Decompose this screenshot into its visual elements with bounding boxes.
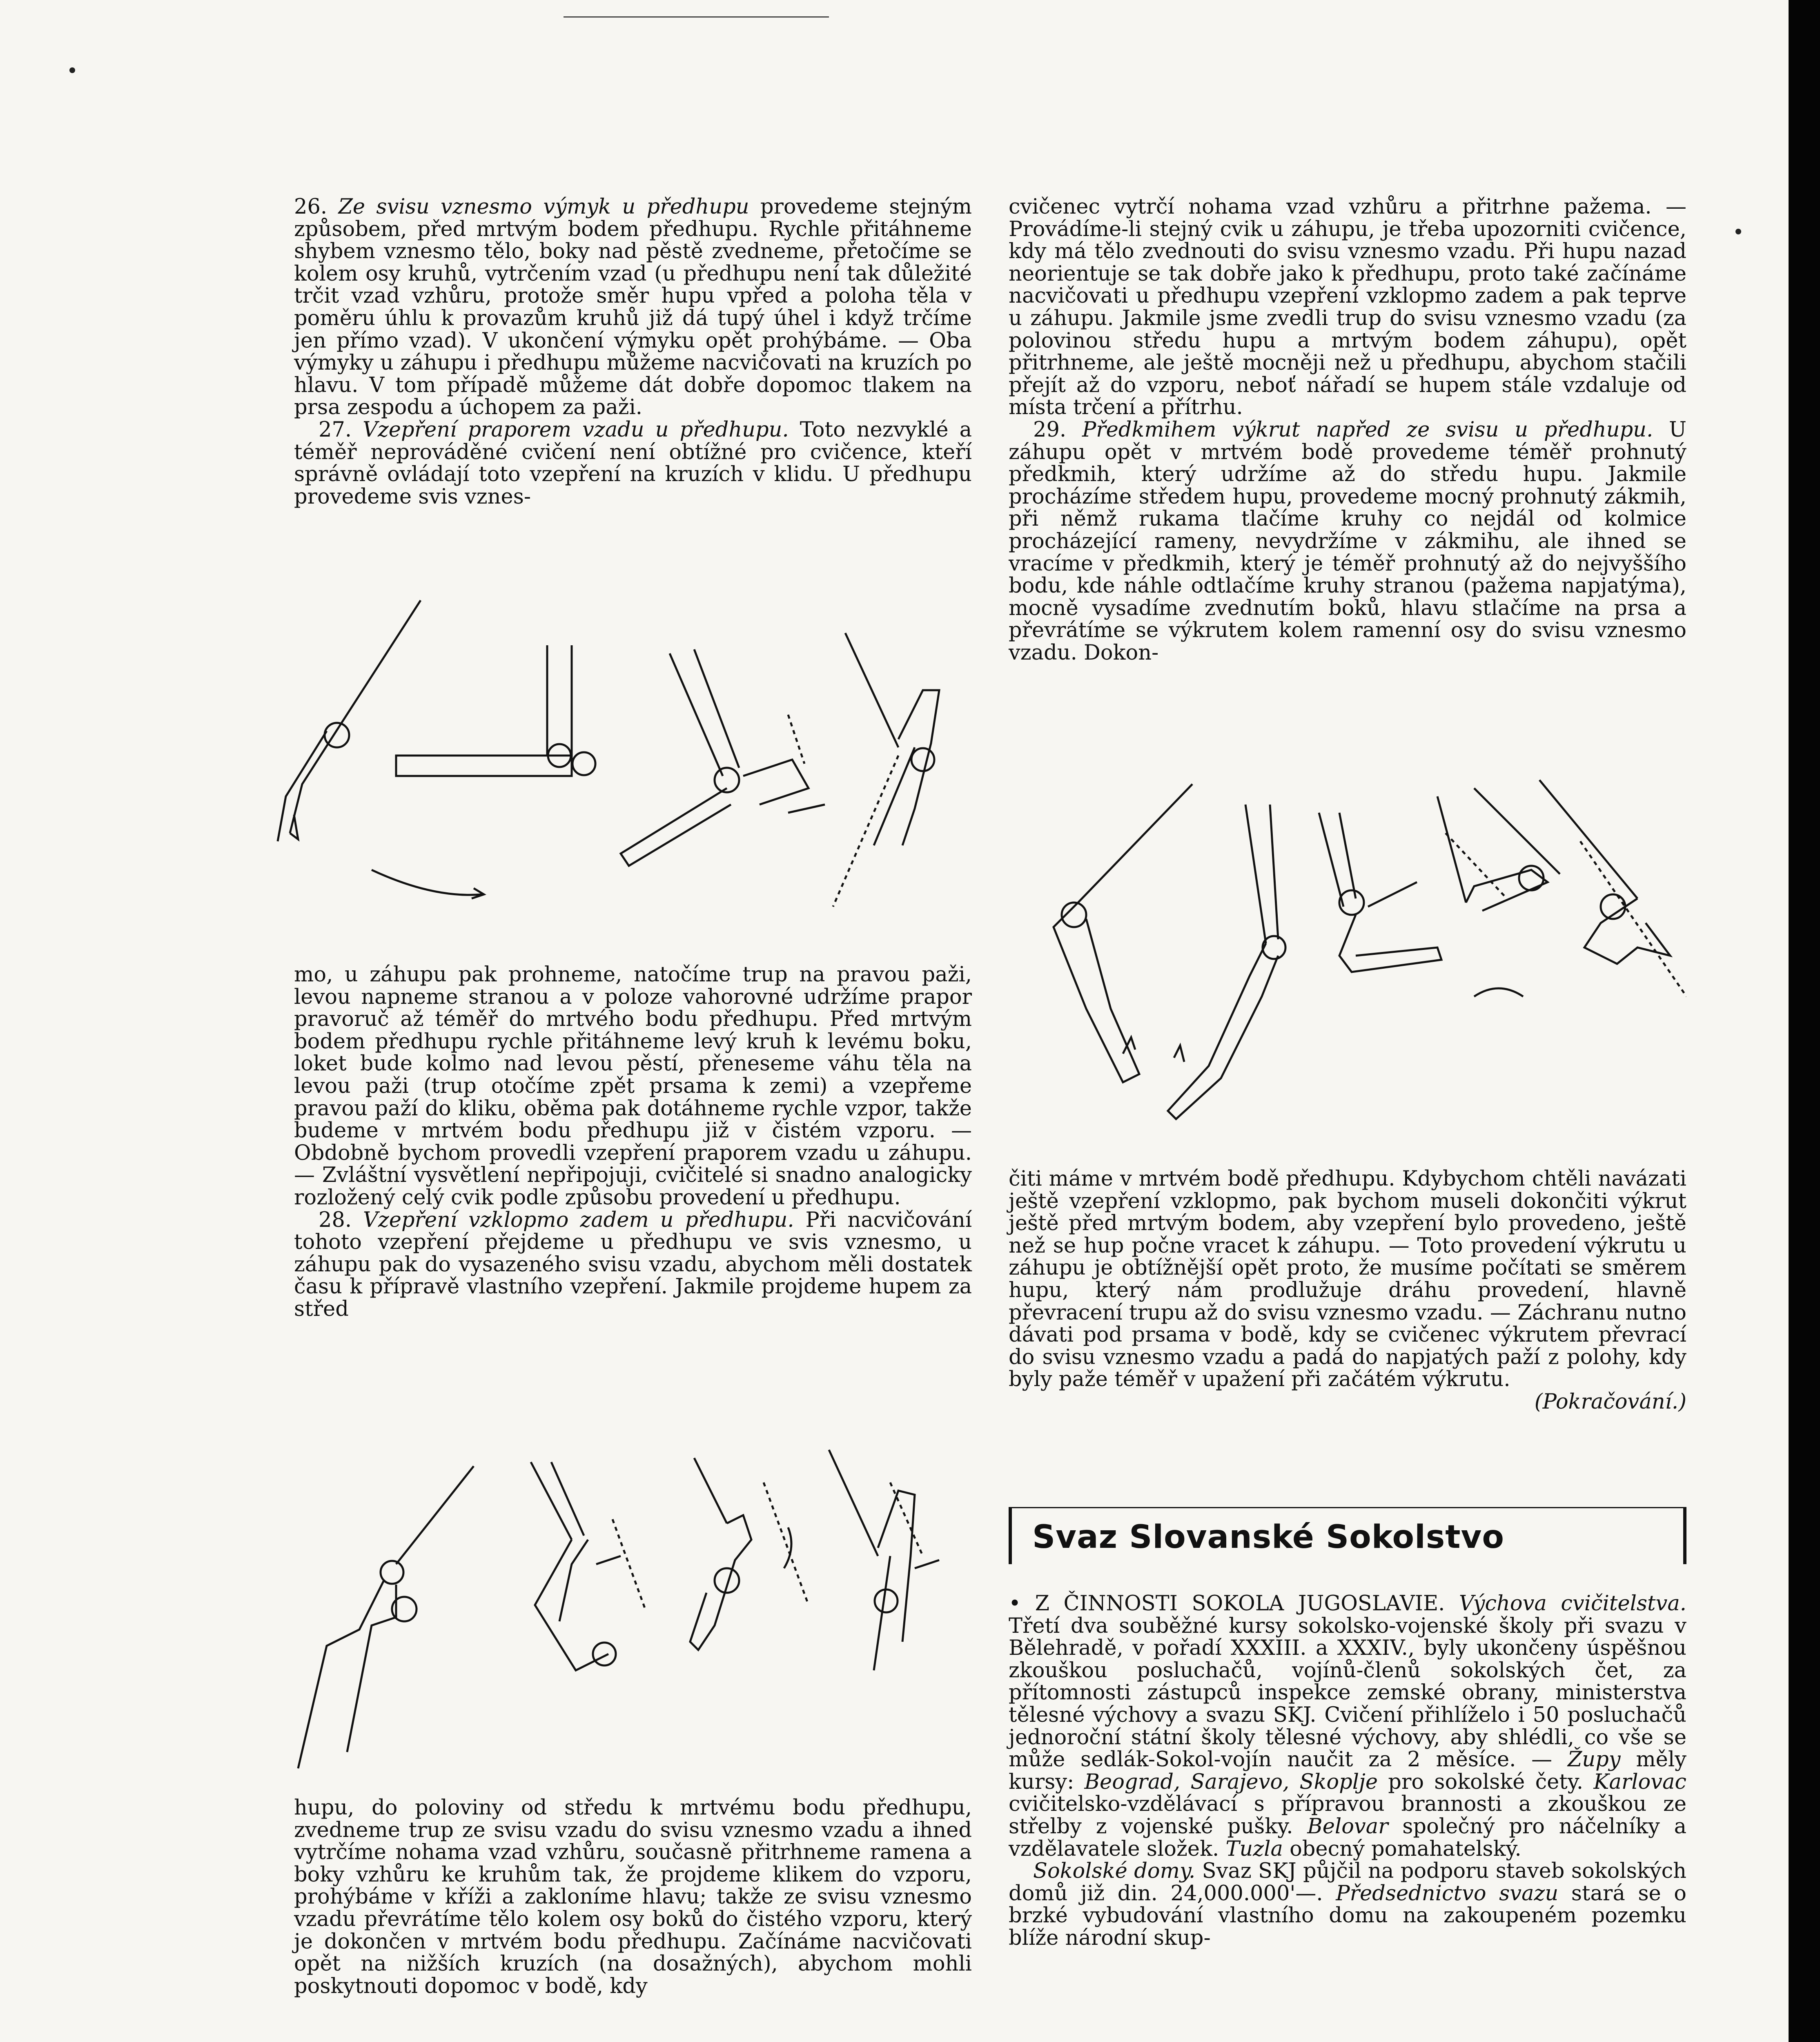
figure-vzklopmo-sequence xyxy=(286,1433,972,1781)
continued-note: (Pokračování.) xyxy=(1534,1389,1686,1414)
news-item-jugoslavie: • Z ČINNOSTI SOKOLA JUGOSLAVIE. Výchova cvičitelstva. Třetí dva souběžné kursy sokolsko-vojenské školy při svazu v Bělehradě, v pořadí XXXIII. a XXXIV., byly ukončeny úspěšnou zkouškou posluchačů, vojínů-členů sokolských čet, za přítomnosti zástupců inspekce zemské obrany, ministerstva tělesné výchovy a svazu SKJ. Cvičení přihlíželo i 50 posluchačů jednoroční státní školy tělesné výchovy, aby shlédli, co vše se může sedlák-Sokol-vojín naučit za 2 měsíce. — Župy měly kursy: Beograd, Sarajevo, Skoplje pro sokolské čety. Karlovac cvičitelsko-vzdělávací s přípravou brannosti a zkouškou ze střelby z vojenské pušky. Belovar společný pro náčelníky a vzdělavatele složek. Tuzla obecný pomahatelský. xyxy=(1009,1592,1686,1861)
section-title: Svaz Slovanské Sokolstvo xyxy=(1032,1519,1504,1556)
binding-mark xyxy=(564,0,829,18)
news-item-sokolske-domy: Sokolské domy. Svaz SKJ půjčil na podporu staveb sokolských domů již din. 24,000.000'—. Předsednictvo svazu stará se o brzké vybudování vlastního domu na zakoupeném pozemku blíže národní skup- xyxy=(1009,1859,1687,1950)
left-column-block-3 xyxy=(294,1797,972,1997)
right-column-block-2 xyxy=(1009,1168,1686,1413)
paragraph-28: 28. Vzepření vzklopmo zadem u předhupu. Při nacvičování tohoto vzepření přejdeme u předhupu ve svis vznesmo, u záhupu pak do vysazeného svisu vzadu, abychom měli dostatek času k přípravě vlastního vzepření. Jakmile projdeme hupem za střed xyxy=(294,1208,972,1321)
paragraph-27: 27. Vzepření praporem vzadu u předhupu. Toto nezvyklé a téměř neprováděné cvičení není obtížné pro cvičence, kteří správně ovládají toto vzepření na kruzích v klidu. U předhupu provedeme svis vznes- xyxy=(294,417,972,509)
figure-vykrut-sequence xyxy=(1017,768,1686,1160)
right-column-block-1 xyxy=(1009,196,1686,664)
news-column xyxy=(1009,1593,1686,1950)
figure-prapor-sequence xyxy=(261,584,964,923)
section-masthead xyxy=(1009,1507,1686,1564)
paragraph-29: 29. Předkmihem výkrut napřed ze svisu u předhupu. U záhupu opět v mrtvém bodě provedeme téměř prohnutý předkmih, který udržíme až do středu hupu. Jakmile procházíme středem hupu, provedeme mocný prohnutý zákmih, při němž rukama tlačíme kruhy co nejdál od kolmice procházející rameny, nevydržíme v zákmihu, ale ihned se vracíme v předkmih, který je téměř prohnutý až do nejvyššího bodu, kde náhle odtlačíme kruhy stranou (pažema napjatýma), mocně vysadíme zvednutím boků, hlavu stlačíme na prsa a převrátíme se výkrutem kolem ramenní osy do svisu vznesmo vzadu. Dokon- xyxy=(1009,417,1686,665)
left-column-block-2 xyxy=(294,964,972,1321)
paragraph-29-cont: čiti máme v mrtvém bodě předhupu. Kdybychom chtěli navázati ještě vzepření vzklopmo, pak bychom museli dokončiti výkrut ještě před mrtvým bodem, aby vzepření bylo provedeno, ještě než se hup počne vracet k záhupu. — Toto provedení výkrutu u záhupu je obtížnější opět proto, že musíme počítati se směrem hupu, který nám prodlužuje dráhu provedení, hlavně převracení trupu až do svisu vznesmo vzadu. — Záchranu nutno dávati pod prsama v bodě, kdy se cvičenec výkrutem převrací do svisu vznesmo vzadu a padá do napjatých paží z polohy, kdy byly paže téměř v upažení při začátém výkrutu. xyxy=(1009,1167,1686,1392)
speck xyxy=(69,67,75,73)
paragraph-28-end: cvičenec vytrčí nohama vzad vzhůru a přitrhne pažema. — Provádíme-li stejný cvik u záhupu, je třeba upozorniti cvičence, kdy má tělo zvednouti do svisu vznesmo vzadu. Při hupu nazad neorientuje se tak dobře jako k předhupu, proto také začínáme nacvičovati u předhupu vzepření vzklopmo zadem a pak teprve u záhupu. Jakmile jsme zvedli trup do svisu vznesmo vzadu (za polovinou středu hupu a mrtvým bodem záhupu), opět přitrhneme, ale ještě mocněji než u předhupu, abychom stačili přejít až do vzporu, neboť nářadí se hupem stále vzdaluje od místa trčení a přítrhu. xyxy=(1009,195,1686,420)
paragraph-28-cont: hupu, do poloviny od středu k mrtvému bodu předhupu, zvedneme trup ze svisu vzadu do svisu vznesmo vzadu a ihned vytrčíme nohama vzad vzhůru, současně přitrhneme ramena a boky vzhůru ke kruhům tak, že projdeme klikem do vzporu, prohýbáme v kříži a zakloníme hlavu; takže ze svisu vznesmo vzadu převrátíme tělo kolem osy boků do čistého vzporu, který je dokončen v mrtvém bodu předhupu. Začínáme nacvičovati opět na nižších kruzích (na dosažných), abychom mohli poskytnouti dopomoc v bodě, kdy xyxy=(294,1796,972,1998)
paragraph-27-cont: mo, u záhupu pak prohneme, natočíme trup na pravou paži, levou napneme stranou a v poloze vahorovné udržíme prapor pravoruč až téměř do mrtvého bodu předhupu. Před mrtvým bodem předhupu rychle přitáhneme levý kruh k levému boku, loket bude kolmo nad levou pěstí, přeneseme váhu těla na levou paži (trup otočíme zpět prsama k zemi) a vzepřeme pravou paží do kliku, oběma pak dotáhneme rychle vzpor, takže budeme v mrtvém bodu předhupu již v čistém vzporu. — Obdobně bychom provedli vzepření praporem vzadu u záhupu. — Zvláštní vysvětlení nepřipojuji, cvičitelé si snadno analogicky rozložený celý cvik podle způsobu provedení u předhupu. xyxy=(294,963,972,1210)
speck xyxy=(1735,229,1741,234)
paragraph-26: 26. Ze svisu vznesmo výmyk u předhupu provedeme stejným způsobem, před mrtvým bodem předhupu. Rychle přitáhneme shybem vznesmo tělo, boky nad pěstě zvedneme, přetočíme se kolem osy kruhů, vytrčením vzad (u předhupu není tak důležité trčit vzad vzhůru, protože směr hupu vpřed a poloha těla v poměru úhlu k provazům kruhů již dá tupý úhel i když trčíme jen přímo vzad). V ukončení výmyku opět prohýbáme. — Oba výmyky u záhupu i předhupu můžeme nacvičovati na kruzích po hlavu. V tom případě můžeme dát dobře dopomoc tlakem na prsa zespodu a úchopem za paži. xyxy=(294,195,972,420)
left-column-block-1 xyxy=(294,196,972,508)
page-edge-shadow xyxy=(1789,0,1820,2042)
bullet: • xyxy=(1009,1592,1021,1616)
